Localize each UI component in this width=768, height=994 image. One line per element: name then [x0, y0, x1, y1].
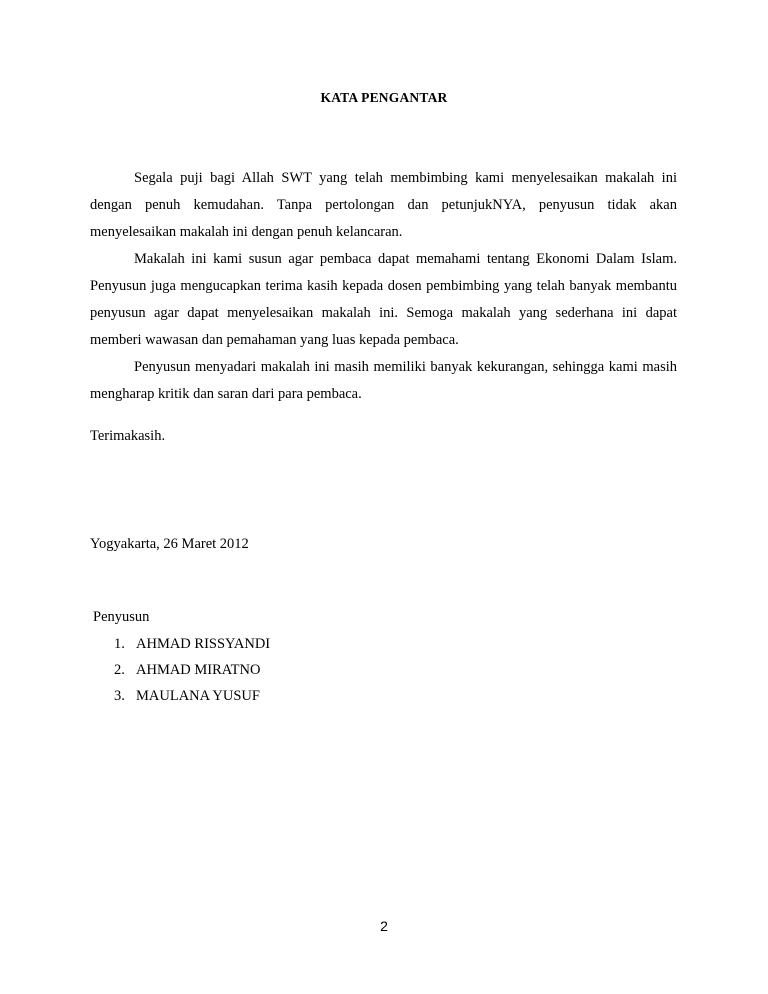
- authors-heading: Penyusun: [93, 609, 150, 625]
- page-number: 2: [380, 918, 388, 934]
- paragraph: Penyusun menyadari makalah ini masih memiliki banyak kekurangan, sehingga kami masih mengharap kritik dan saran dari para pembaca.: [90, 359, 677, 402]
- author-name: AHMAD MIRATNO: [136, 662, 261, 678]
- author-name: AHMAD RISSYANDI: [136, 636, 271, 652]
- list-item-number: 1.: [114, 636, 125, 652]
- authors-list: [114, 631, 270, 709]
- paragraph: Makalah ini kami susun agar pembaca dapat memahami tentang Ekonomi Dalam Islam. Penyusun juga mengucapkan terima kasih kepada dosen pembimbing yang telah banyak membantu penyusun agar dapat menyelesaikan makalah ini. Semoga makalah yang sederhana ini dapat memberi wawasan dan pemahaman yang luas kepada pembaca.: [90, 251, 677, 348]
- list-item-number: 3.: [114, 688, 125, 704]
- page-title: KATA PENGANTAR: [320, 90, 448, 105]
- list-item-number: 2.: [114, 662, 125, 678]
- place-date: Yogyakarta, 26 Maret 2012: [90, 536, 249, 552]
- author-name: MAULANA YUSUF: [136, 688, 260, 704]
- paragraph: Segala puji bagi Allah SWT yang telah membimbing kami menyelesaikan makalah ini dengan penuh kemudahan. Tanpa pertolongan dan petunjukNYA, penyusun tidak akan menyelesaikan makalah ini dengan penuh kelancaran.: [90, 170, 677, 240]
- list-item: [114, 657, 270, 683]
- closing-text: Terimakasih.: [90, 428, 166, 444]
- list-item: [114, 683, 270, 709]
- list-item: [114, 631, 270, 657]
- body-text: [90, 165, 677, 408]
